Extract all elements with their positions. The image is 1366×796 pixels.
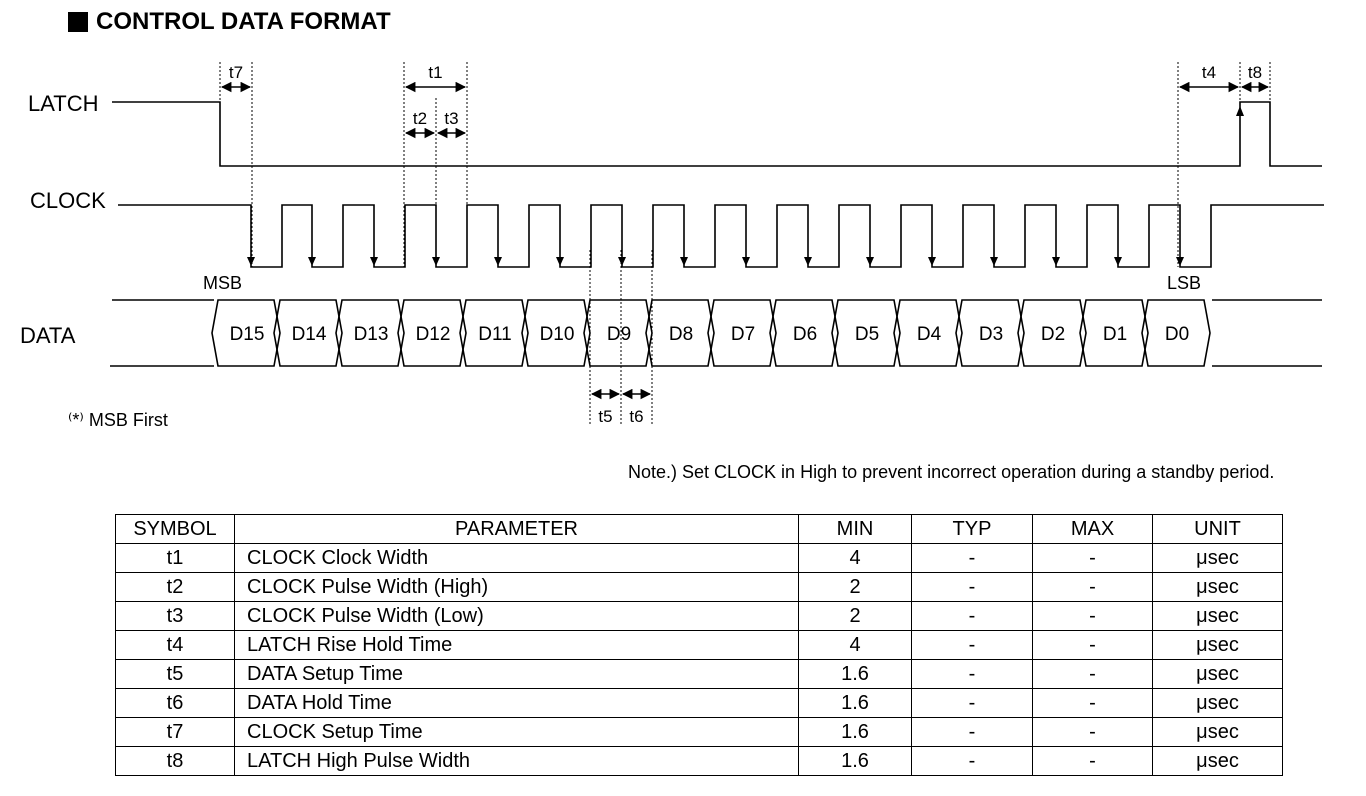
table-row: [116, 689, 1283, 718]
cell-unit: μsec: [1153, 544, 1283, 573]
cell-max: -: [1033, 631, 1153, 660]
data-bit-label: D12: [415, 324, 451, 345]
cell-typ: -: [912, 689, 1033, 718]
header-typ: TYP: [912, 515, 1033, 544]
clock-edge-arrow-icon: [1052, 257, 1060, 266]
header-min: MIN: [799, 515, 912, 544]
table-row: [116, 718, 1283, 747]
table-row: [116, 544, 1283, 573]
standby-note: Note.) Set CLOCK in High to prevent incorrect operation during a standby period.: [628, 462, 1275, 482]
guide-lines: [220, 62, 1270, 424]
clock-edge-arrow-icon: [618, 257, 626, 266]
clock-edge-arrow-icon: [990, 257, 998, 266]
table-row: [116, 747, 1283, 776]
clock-edge-arrow-icon: [432, 257, 440, 266]
dimension-label-t5: t5: [598, 407, 613, 426]
clock-edge-arrow-icon: [556, 257, 564, 266]
dimension-label-t7: t7: [228, 63, 244, 82]
cell-max: -: [1033, 747, 1153, 776]
dimension-label-t3: t3: [444, 109, 459, 128]
cell-max: -: [1033, 689, 1153, 718]
clock-edge-arrow-icon: [928, 257, 936, 266]
timing-spec-table: [115, 514, 1283, 776]
dimension-label-t2: t2: [412, 109, 428, 128]
clock-edge-arrow-icon: [494, 257, 502, 266]
cell-symbol: t1: [116, 544, 235, 573]
clock-edge-arrow-icon: [804, 257, 812, 266]
header-max: MAX: [1033, 515, 1153, 544]
header-unit: UNIT: [1153, 515, 1283, 544]
cell-parameter: CLOCK Clock Width: [235, 544, 799, 573]
cell-min: 4: [799, 631, 912, 660]
data-bit-label: D15: [229, 324, 265, 345]
cell-max: -: [1033, 544, 1153, 573]
cell-symbol: t5: [116, 660, 235, 689]
cell-unit: μsec: [1153, 660, 1283, 689]
cell-min: 1.6: [799, 747, 912, 776]
clock-edge-arrow-icon: [1176, 257, 1184, 266]
cell-typ: -: [912, 660, 1033, 689]
cell-max: -: [1033, 602, 1153, 631]
cell-typ: -: [912, 631, 1033, 660]
cell-unit: μsec: [1153, 747, 1283, 776]
data-bit-label: D10: [539, 324, 575, 345]
latch-rise-arrow-icon: [1236, 106, 1244, 116]
cell-typ: -: [912, 747, 1033, 776]
data-bit-label: D11: [478, 324, 512, 345]
clock-edge-arrow-icon: [308, 257, 316, 266]
clock-edge-arrow-icon: [247, 257, 255, 266]
cell-min: 2: [799, 602, 912, 631]
cell-parameter: CLOCK Setup Time: [235, 718, 799, 747]
cell-symbol: t7: [116, 718, 235, 747]
cell-min: 1.6: [799, 660, 912, 689]
cell-max: -: [1033, 718, 1153, 747]
cell-min: 1.6: [799, 689, 912, 718]
clock-edge-arrow-icon: [866, 257, 874, 266]
data-bit-label: D5: [854, 324, 880, 345]
msb-first-footnote: ⁽*⁾ MSB First: [68, 410, 168, 430]
cell-unit: μsec: [1153, 689, 1283, 718]
clock-edge-arrow-icon: [680, 257, 688, 266]
cell-symbol: t6: [116, 689, 235, 718]
lsb-marker: LSB: [1167, 273, 1202, 293]
latch-waveform: [112, 102, 1322, 166]
cell-unit: μsec: [1153, 718, 1283, 747]
clock-edge-arrow-icon: [370, 257, 378, 266]
cell-max: -: [1033, 573, 1153, 602]
table-row: [116, 573, 1283, 602]
cell-symbol: t4: [116, 631, 235, 660]
cell-min: 1.6: [799, 718, 912, 747]
data-bit-label: D1: [1102, 324, 1128, 345]
clock-label: CLOCK: [30, 188, 106, 213]
cell-unit: μsec: [1153, 631, 1283, 660]
cell-parameter: CLOCK Pulse Width (Low): [235, 602, 799, 631]
cell-parameter: LATCH Rise Hold Time: [235, 631, 799, 660]
latch-label: LATCH: [28, 91, 99, 116]
cell-min: 2: [799, 573, 912, 602]
cell-parameter: DATA Setup Time: [235, 660, 799, 689]
data-bit-label: D6: [792, 324, 818, 345]
clock-edge-arrow-icon: [1114, 257, 1122, 266]
data-label: DATA: [20, 323, 76, 348]
data-bit-label: D7: [730, 324, 756, 345]
cell-symbol: t8: [116, 747, 235, 776]
data-bit-label: D4: [916, 324, 942, 345]
data-bit-label: D8: [668, 324, 694, 345]
cell-unit: μsec: [1153, 573, 1283, 602]
data-bit-label: D2: [1040, 324, 1066, 345]
data-bit-label: D14: [291, 324, 327, 345]
cell-symbol: t2: [116, 573, 235, 602]
cell-max: -: [1033, 660, 1153, 689]
table-row: [116, 602, 1283, 631]
table-row: [116, 631, 1283, 660]
cell-parameter: CLOCK Pulse Width (High): [235, 573, 799, 602]
cell-parameter: LATCH High Pulse Width: [235, 747, 799, 776]
data-bit-label: D0: [1164, 324, 1190, 345]
cell-typ: -: [912, 573, 1033, 602]
table-header-row: [116, 515, 1283, 544]
clock-waveform: [118, 205, 1324, 267]
dimension-label-t4: t4: [1201, 63, 1217, 82]
data-bit-label: D3: [978, 324, 1004, 345]
header-parameter: PARAMETER: [235, 515, 799, 544]
clock-edge-arrow-icon: [742, 257, 750, 266]
dimension-label-t1: t1: [428, 63, 443, 82]
msb-marker: MSB: [203, 273, 243, 293]
data-bit-label: D9: [606, 324, 632, 345]
cell-typ: -: [912, 602, 1033, 631]
header-symbol: SYMBOL: [116, 515, 235, 544]
dimension-label-t8: t8: [1247, 63, 1263, 82]
diagram-title-text: CONTROL DATA FORMAT: [96, 8, 391, 35]
data-bit-label: D13: [353, 324, 389, 345]
cell-parameter: DATA Hold Time: [235, 689, 799, 718]
cell-typ: -: [912, 718, 1033, 747]
timing-dimensions: [222, 63, 1268, 426]
cell-unit: μsec: [1153, 602, 1283, 631]
cell-typ: -: [912, 544, 1033, 573]
cell-min: 4: [799, 544, 912, 573]
dimension-label-t6: t6: [629, 407, 644, 426]
table-row: [116, 660, 1283, 689]
cell-symbol: t3: [116, 602, 235, 631]
